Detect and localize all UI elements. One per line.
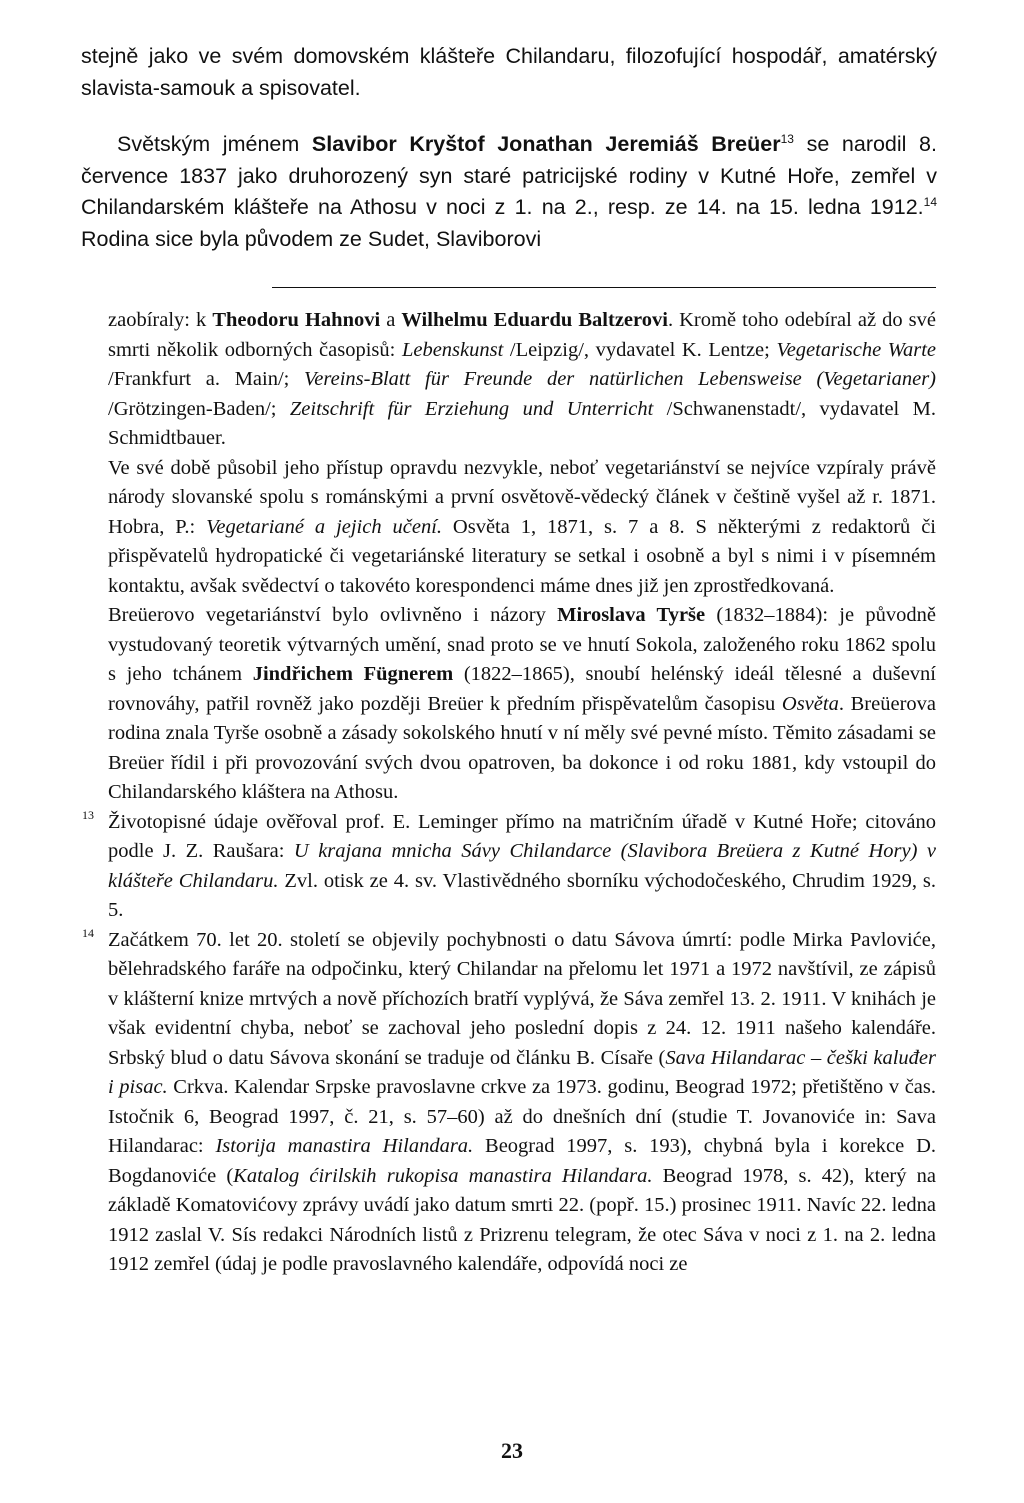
- page-number: 23: [501, 1438, 523, 1463]
- footnote-ref-14[interactable]: 14: [923, 194, 937, 209]
- footnote-number: 13: [82, 807, 94, 822]
- person-name: Slavibor Kryštof Jonathan Jeremiáš Breüer: [311, 132, 781, 156]
- footnote-number: 14: [82, 925, 94, 940]
- main-paragraph-2: Světským jménem Slavibor Kryštof Jonathan Jeremiáš Breüer$^{13}$ se narodil 8. července 1837 jako druhorozený syn staré patricijské rodiny v Kutné Hoře, zemřel v Chilandarském klášteře na Athosu v noci z 1. na 2., resp. ze 14. na 15. ledna 1912.14 Rodina sice byla původem ze Sudet, Slaviborovi: [81, 131, 937, 251]
- main-text: [81, 41, 937, 255]
- footnote-separator: [272, 287, 936, 288]
- note-paragraph-2: Ve své době působil jeho přístup opravdu nezvykle, neboť vegetariánství se nejvíce vzpíraly právě národy slovanské spolu s románskými a první osvětově-vědecký článek v češtině vyšel až r. 1871. Hobra, P.: Vegetariané a jejich učení. Osvěta 1, 1871, s. 7 a 8. S některými z redaktorů či přispěvatelů hydropatické či vegetariánské literatury se setkal i osobně a byl s nimi i v písemném kontaktu, avšak svědectví o takovéto korespondenci máme dnes již jen zprostředkovaná.: [108, 456, 937, 597]
- footnote-13: 13 Životopisné údaje ověřoval prof. E. Leminger přímo na matričním úřadě v Kutné Hoře; citováno podle J. Z. Raušara: U krajana mnicha Sávy Chilandarce (Slavibora Breüera z Kutné Hory) v klášteře Chilandaru. Zvl. otisk ze 4. sv. Vlastivědného sborníku východočeského, Chrudim 1929, s. 5.: [108, 808, 936, 926]
- footnote-14: 14 Začátkem 70. let 20. století se objevily pochybnosti o datu Sávova úmrtí: podle Mirka Pavloviće, bělehradského faráře na odpočinku, který Chilandar na přelomu let 1971 a 1972 navštívil, ze zápisů v klášterní knize mrtvých a nově příchozích bratří vyplývá, že Sáva zemřel 13. 2. 1911. V knihách je však evidentní chyba, neboť se zachoval jeho poslední dopis z 24. 12. 1911 našeho kalendáře. Srbský blud o datu Sávova skonání se traduje od článku B. Císaře (Sava Hilandarac – češki kaluđer i pisac. Crkva. Kalendar Srpske pravoslavne crkve za 1973. godinu, Beograd 1972; přetištěno v čas. Istočnik 6, Beograd 1997, č. 21, s. 57–60) až do dnešních dní (studie T. Jovanoviće in: Sava Hilandarac: Istorija manastira Hilandara. Beograd 1997, s. 193), chybná byla i korekce D. Bogdanoviće (Katalog ćirilskih rukopisa manastira Hilandara. Beograd 1978, s. 42), který na základě Komatovićovy zprávy uvádí jako datum smrti 22. (popř. 15.) prosinec 1911. Navíc 22. ledna 1912 zaslal V. Sís redakci Národních listů z Prizrenu telegram, že otec Sáva v noci z 1. na 2. ledna 1912 zemřel (údaj je podle pravoslavného kalendáře, odpovídá noci ze: [108, 926, 936, 1280]
- footnotes: [82, 306, 937, 1280]
- note-paragraph-3: Breüerovo vegetariánství bylo ovlivněno i názory Miroslava Tyrše (1832–1884): je původně vystudovaný teoretik výtvarných umění, snad proto se ve hnutí Sokola, založeného roku 1862 spolu s jeho tchánem Jindřichem Fügnerem (1822–1865), snoubí helénský ideál tělesné a duševní rovnováhy, patřil rovněž jako později Breüer k předním přispěvatelům časopisu Osvěta. Breüerova rodina znala Tyrše osobně a zásady sokolského hnutí v ní měly své pevné místo. Těmito zásadami se Breüer řídil i při provozování svých dvou opatroven, ba dokonce i od roku 1881, kdy vstoupil do Chilandarského kláštera na Athosu.: [108, 604, 937, 803]
- main-paragraph-1: stejně jako ve svém domovském klášteře Chilandaru, filozofující hospodář, amatérský slavista-samouk a spisovatel.: [81, 44, 937, 100]
- note-continuation: zaobíraly: k Theodoru Hahnovi a Wilhelmu Eduardu Baltzerovi. Kromě toho odebíral až do své smrti několik odborných časopisů: Lebenskunst /Leipzig/, vydavatel K. Lentze; Vegetarische Warte /Frankfurt a. Main/; Vereins-Blatt für Freunde der natürlichen Lebensweise (Vegetarianer) /Grötzingen-Baden/; Zeitschrift für Erziehung und Unterricht /Schwanenstadt/, vydavatel M. Schmidtbauer.: [108, 309, 936, 449]
- footnote-ref-13[interactable]: 13: [780, 131, 794, 146]
